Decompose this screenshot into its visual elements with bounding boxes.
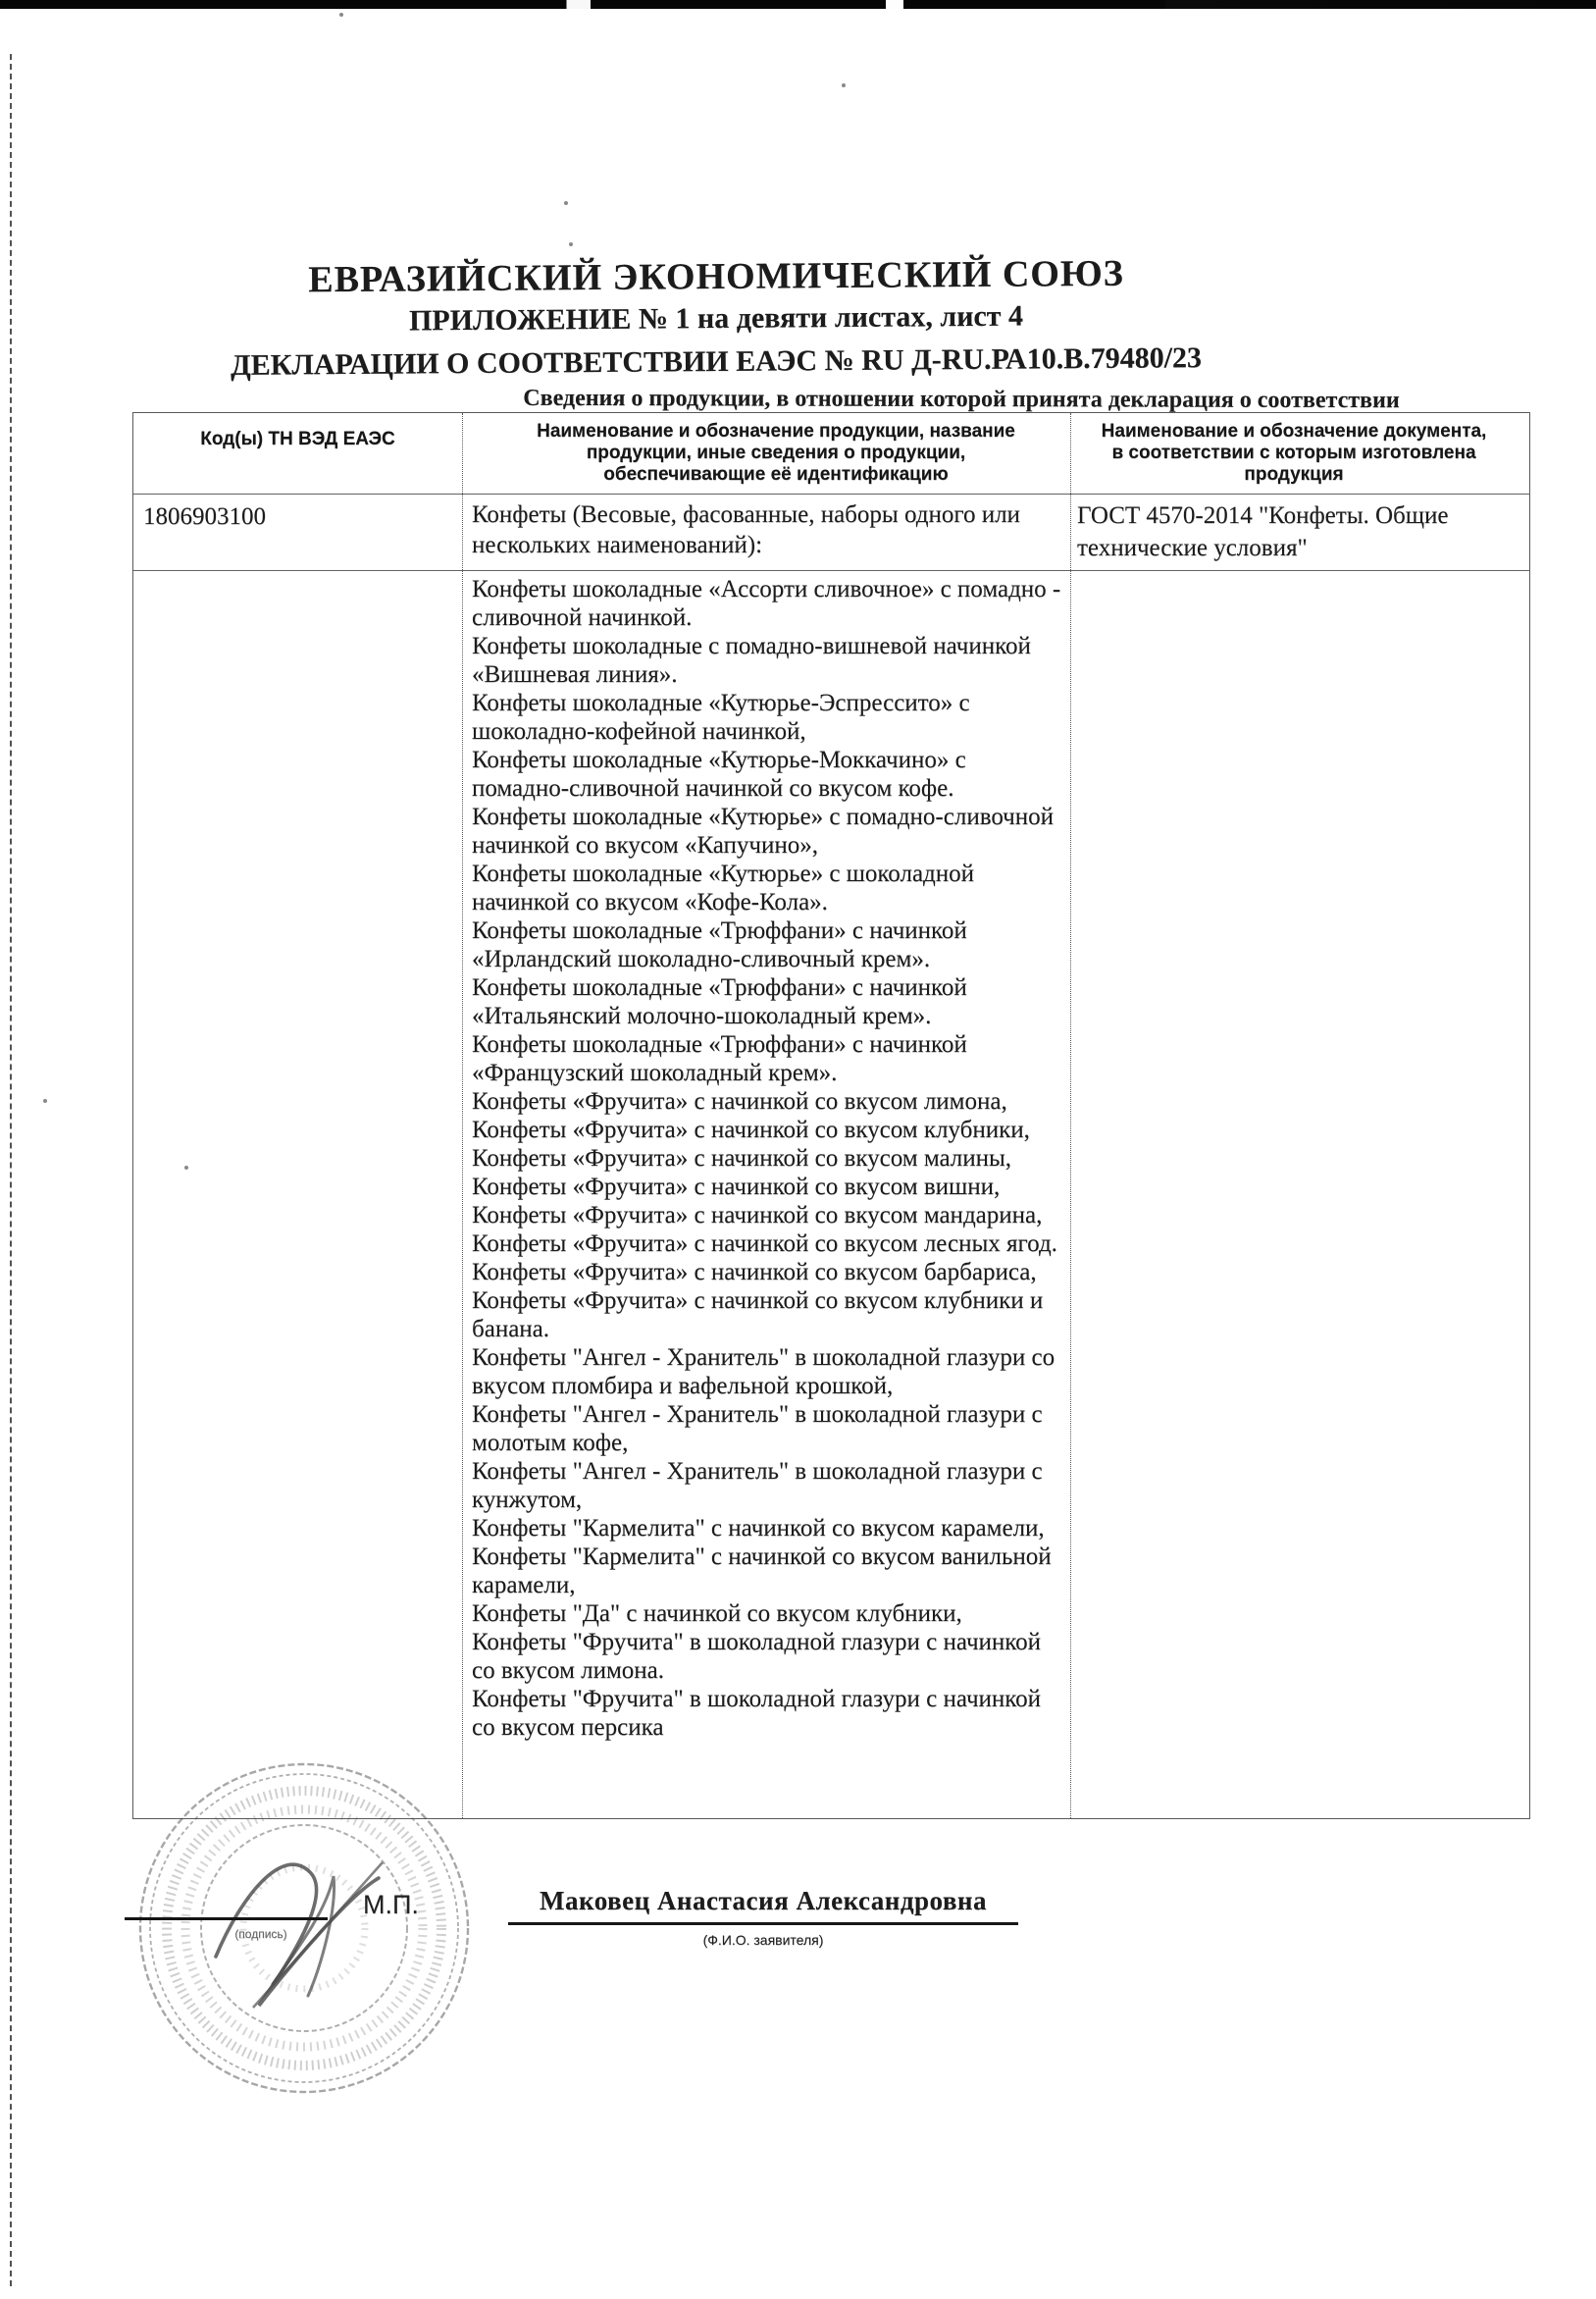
product-item: Конфеты "Кармелита" с начинкой со вкусом карамели, [472,1515,1045,1541]
stamp-place-label: М.П. [363,1890,419,1919]
product-item: Конфеты «Фручита» с начинкой со вкусом малины, [472,1145,1012,1172]
scan-speck [564,201,568,205]
product-item: Конфеты «Фручита» с начинкой со вкусом мандарина, [472,1202,1043,1228]
product-item: Конфеты шоколадные «Кутюрье-Моккачино» с помадно-сливочной начинкой со вкусом кофе. [472,747,966,802]
row-separator [133,494,1529,495]
scan-left-margin-line [10,54,12,2286]
column-header-document: Наименование и обозначение документа, в соответствии с которым изготовлена продукция [1101,421,1487,485]
signature-line [125,1917,328,1920]
product-item: Конфеты шоколадные «Кутюрье» с помадно-сливочной начинкой со вкусом «Капучино», [472,804,1055,859]
product-item: Конфеты «Фручита» с начинкой со вкусом барбариса, [472,1259,1037,1285]
scan-speck [339,13,343,17]
product-item: Конфеты «Фручита» с начинкой со вкусом клубники и банана. [472,1287,1044,1342]
product-item: Конфеты «Фручита» с начинкой со вкусом клубники, [472,1117,1030,1143]
scan-speck [569,242,573,246]
declaration-number-line: ДЕКЛАРАЦИИ О СООТВЕТСТВИИ ЕАЭС № RU Д-RU.РА10.В.79480/23 [230,341,1203,382]
column-header-product: Наименование и обозначение продукции, название продукции, иные сведения о продукции, обеспечивающие её идентификацию [537,421,1015,485]
applicant-name-underline [508,1922,1018,1925]
product-summary-cell: Конфеты (Весовые, фасованные, наборы одного или нескольких наименований): [472,501,1020,558]
table-caption: Сведения о продукции, в отношении которой принята декларация о соответствии [523,385,1400,414]
applicant-name-caption: (Ф.И.О. заявителя) [702,1932,824,1948]
product-item: Конфеты шоколадные «Трюффани» с начинкой «Французский шоколадный крем». [472,1031,967,1086]
column-separator [462,413,463,1818]
product-item: Конфеты шоколадные «Ассорти сливочное» с помадно - сливочной начинкой. [472,576,1061,631]
product-item: Конфеты шоколадные «Кутюрье-Эспрессито» с шоколадно-кофейной начинкой, [472,690,970,745]
product-item: Конфеты "Кармелита" с начинкой со вкусом ванильной карамели, [472,1543,1052,1598]
product-item: Конфеты «Фручита» с начинкой со вкусом лимона, [472,1088,1007,1115]
product-item: Конфеты "Фручита" в шоколадной глазури с начинкой со вкусом персика [472,1686,1042,1741]
product-item: Конфеты "Ангел - Хранитель" в шоколадной глазури с молотым кофе, [472,1401,1043,1456]
product-item: Конфеты "Ангел - Хранитель" в шоколадной глазури с кунжутом, [472,1458,1043,1513]
row-separator [133,570,1529,571]
column-separator [1070,413,1071,1818]
scan-edge-strip [0,0,1596,9]
product-item: Конфеты шоколадные «Кутюрье» с шоколадной начинкой со вкусом «Кофе-Кола». [472,861,975,915]
product-item: Конфеты «Фручита» с начинкой со вкусом вишни, [472,1174,1001,1200]
product-item: Конфеты шоколадные «Трюффани» с начинкой «Итальянский молочно-шоколадный крем». [472,974,967,1029]
products-table [132,412,1530,1819]
applicant-name: Маковец Анастасия Александровна [540,1886,987,1915]
page-title: ЕВРАЗИЙСКИЙ ЭКОНОМИЧЕСКИЙ СОЮЗ [308,252,1124,301]
product-item: Конфеты «Фручита» с начинкой со вкусом лесных ягод. [472,1230,1057,1257]
tnved-code-cell: 1806903100 [143,503,266,530]
appendix-line: ПРИЛОЖЕНИЕ № 1 на девяти листах, лист 4 [408,299,1024,338]
scan-speck [842,83,846,87]
scan-speck [43,1099,47,1103]
product-item: Конфеты шоколадные «Трюффани» с начинкой «Ирландский шоколадно-сливочный крем». [472,917,967,972]
product-item: Конфеты "Ангел - Хранитель" в шоколадной глазури со вкусом пломбира и вафельной крошкой, [472,1344,1055,1399]
gost-document-cell: ГОСТ 4570-2014 "Конфеты. Общие технические условия" [1077,502,1449,561]
product-item: Конфеты шоколадные с помадно-вишневой начинкой «Вишневая линия». [472,633,1031,688]
column-header-code: Код(ы) ТН ВЭД ЕАЭС [200,429,395,449]
product-item: Конфеты "Фручита" в шоколадной глазури с начинкой со вкусом лимона. [472,1629,1042,1684]
product-item: Конфеты "Да" с начинкой со вкусом клубники, [472,1600,962,1627]
signature-caption: (подпись) [234,1927,287,1941]
product-list [472,575,1068,1742]
